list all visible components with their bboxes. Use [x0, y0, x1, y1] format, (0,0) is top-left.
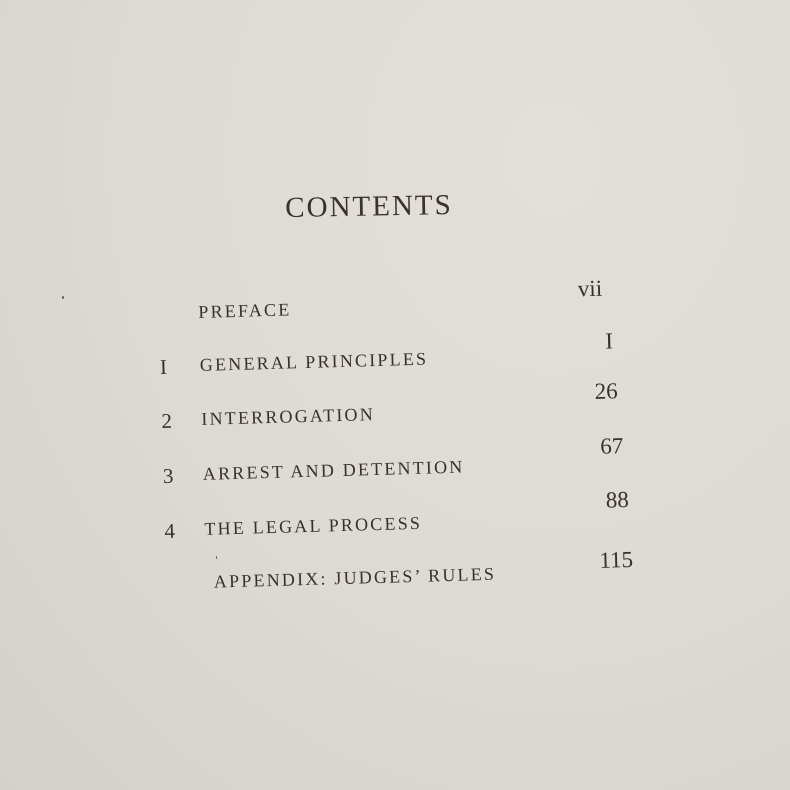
toc-entry-title: GENERAL PRINCIPLES: [199, 348, 429, 375]
toc-entry-title: APPENDIX: JUDGES’ RULES: [213, 563, 497, 592]
toc-entry-4: [6, 486, 790, 547]
toc-entry-page: I: [604, 328, 614, 354]
toc-entry-page: vii: [577, 275, 603, 302]
toc-entry-page: 67: [599, 433, 624, 459]
toc-entry-title: PREFACE: [198, 299, 292, 322]
toc-entry-number: I: [159, 354, 168, 380]
toc-entry-title: THE LEGAL PROCESS: [204, 512, 423, 539]
toc-entry-number: 3: [162, 463, 174, 488]
toc-entry-page: 115: [599, 546, 634, 573]
toc-entry-1: [1, 328, 790, 383]
toc-entry-page: 88: [605, 486, 630, 513]
paper-speck: [216, 556, 217, 559]
toc-entry-number: 4: [164, 518, 176, 543]
toc-entry-2: [3, 378, 790, 437]
toc-entry-page: 26: [594, 378, 619, 404]
paper-speck: [62, 296, 64, 299]
toc-entry-appendix: [7, 548, 790, 600]
toc-entry-3: [4, 433, 790, 492]
contents-heading: CONTENTS: [285, 189, 453, 224]
toc-entry-number: 2: [161, 408, 173, 434]
toc-entry-preface: [0, 275, 790, 330]
toc-entry-title: INTERROGATION: [201, 404, 376, 429]
toc-entry-title: ARREST AND DETENTION: [202, 456, 465, 484]
